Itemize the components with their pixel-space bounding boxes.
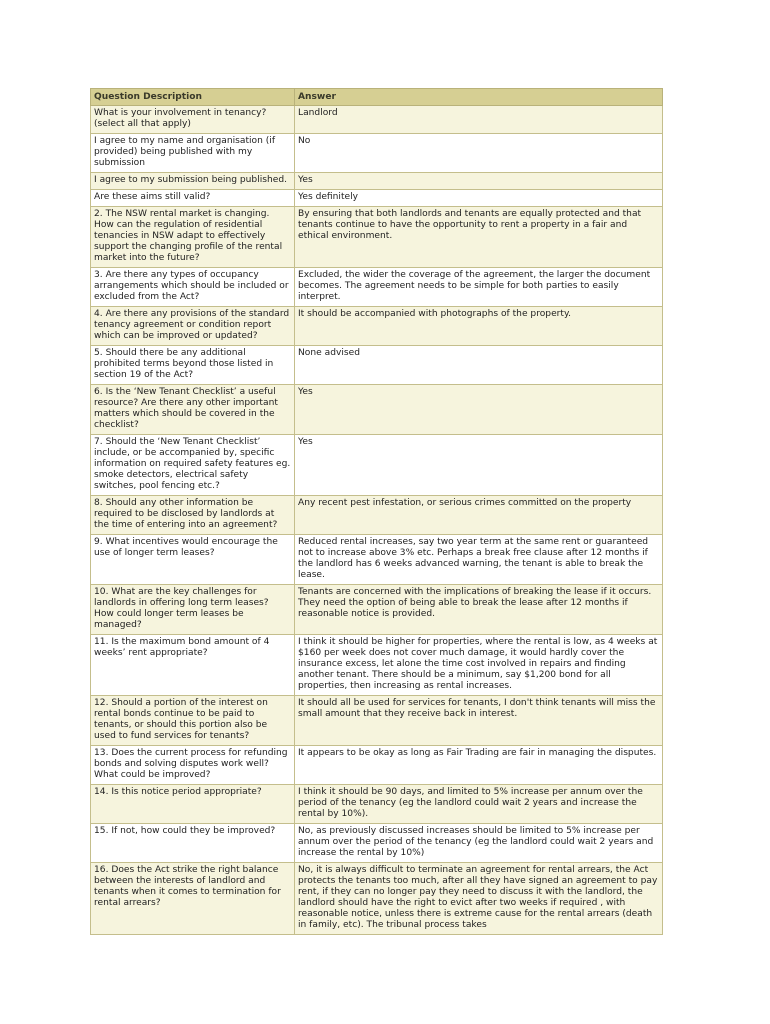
question-cell: What is your involvement in tenancy? (select all that apply): [91, 106, 295, 134]
table-row: [91, 696, 663, 746]
table-row: [91, 268, 663, 307]
table-row: [91, 173, 663, 190]
table-row: [91, 346, 663, 385]
answer-cell: It should all be used for services for tenants, I don't think tenants will miss the small amount that they receive back in interest.: [295, 696, 663, 746]
answer-cell: Yes: [295, 173, 663, 190]
table-row: [91, 585, 663, 635]
table-header-row: [91, 89, 663, 106]
question-cell: 13. Does the current process for refunding bonds and solving disputes work well? What could be improved?: [91, 746, 295, 785]
header-question-description: Question Description: [91, 89, 295, 106]
question-cell: 15. If not, how could they be improved?: [91, 824, 295, 863]
question-cell: I agree to my name and organisation (if provided) being published with my submission: [91, 134, 295, 173]
table-row: [91, 824, 663, 863]
question-cell: 8. Should any other information be required to be disclosed by landlords at the time of entering into an agreement?: [91, 496, 295, 535]
question-cell: 9. What incentives would encourage the use of longer term leases?: [91, 535, 295, 585]
document-page: [90, 88, 662, 935]
table-row: [91, 435, 663, 496]
table-row: [91, 385, 663, 435]
question-cell: 7. Should the ‘New Tenant Checklist’ include, or be accompanied by, specific information on required safety features eg. smoke detectors, electrical safety switches, pool fencing etc.?: [91, 435, 295, 496]
table-row: [91, 635, 663, 696]
answer-cell: None advised: [295, 346, 663, 385]
question-cell: 3. Are there any types of occupancy arrangements which should be included or excluded from the Act?: [91, 268, 295, 307]
question-cell: 4. Are there any provisions of the standard tenancy agreement or condition report which can be improved or updated?: [91, 307, 295, 346]
table-row: [91, 863, 663, 935]
question-cell: 11. Is the maximum bond amount of 4 weeks’ rent appropriate?: [91, 635, 295, 696]
answer-cell: No: [295, 134, 663, 173]
question-cell: 2. The NSW rental market is changing. How can the regulation of residential tenancies in NSW adapt to effectively support the changing profile of the rental market into the future?: [91, 207, 295, 268]
answer-cell: Landlord: [295, 106, 663, 134]
table-row: [91, 207, 663, 268]
answer-cell: By ensuring that both landlords and tenants are equally protected and that tenants continue to have the opportunity to rent a property in a fair and ethical environment.: [295, 207, 663, 268]
answer-cell: It appears to be okay as long as Fair Trading are fair in managing the disputes.: [295, 746, 663, 785]
question-cell: I agree to my submission being published.: [91, 173, 295, 190]
question-cell: Are these aims still valid?: [91, 190, 295, 207]
answer-cell: Excluded, the wider the coverage of the agreement, the larger the document becomes. The agreement needs to be simple for both parties to easily interpret.: [295, 268, 663, 307]
answer-cell: I think it should be 90 days, and limited to 5% increase per annum over the period of the tenancy (eg the landlord could wait 2 years and increase the rental by 10%).: [295, 785, 663, 824]
answer-cell: Reduced rental increases, say two year term at the same rent or guaranteed not to increase above 3% etc. Perhaps a break free clause after 12 months if the landlord has 6 weeks advanced warning, the tenant is able to break the lease.: [295, 535, 663, 585]
answer-cell: It should be accompanied with photographs of the property.: [295, 307, 663, 346]
table-row: [91, 307, 663, 346]
table-row: [91, 785, 663, 824]
table-row: [91, 106, 663, 134]
answer-cell: Yes definitely: [295, 190, 663, 207]
table-row: [91, 134, 663, 173]
question-cell: 5. Should there be any additional prohibited terms beyond those listed in section 19 of the Act?: [91, 346, 295, 385]
table-row: [91, 746, 663, 785]
question-cell: 10. What are the key challenges for landlords in offering long term leases? How could longer term leases be managed?: [91, 585, 295, 635]
questionnaire-table: [90, 88, 663, 935]
answer-cell: Yes: [295, 435, 663, 496]
table-body: [91, 106, 663, 935]
question-cell: 6. Is the ‘New Tenant Checklist’ a useful resource? Are there any other important matters which should be covered in the checklist?: [91, 385, 295, 435]
answer-cell: Yes: [295, 385, 663, 435]
table-row: [91, 496, 663, 535]
answer-cell: Tenants are concerned with the implications of breaking the lease if it occurs. They need the option of being able to break the lease after 12 months if reasonable notice is provided.: [295, 585, 663, 635]
question-cell: 14. Is this notice period appropriate?: [91, 785, 295, 824]
table-row: [91, 190, 663, 207]
question-cell: 16. Does the Act strike the right balance between the interests of landlord and tenants when it comes to termination for rental arrears?: [91, 863, 295, 935]
header-answer: Answer: [295, 89, 663, 106]
question-cell: 12. Should a portion of the interest on rental bonds continue to be paid to tenants, or should this portion also be used to fund services for tenants?: [91, 696, 295, 746]
answer-cell: Any recent pest infestation, or serious crimes committed on the property: [295, 496, 663, 535]
answer-cell: I think it should be higher for properties, where the rental is low, as 4 weeks at $160 per week does not cover much damage, it would hardly cover the insurance excess, let alone the time cost involved in repairs and finding another tenant. There should be a minimum, say $1,200 bond for all properties, then increasing as rental increases.: [295, 635, 663, 696]
answer-cell: No, as previously discussed increases should be limited to 5% increase per annum over the period of the tenancy (eg the landlord could wait 2 years and increase the rental by 10%): [295, 824, 663, 863]
answer-cell: No, it is always difficult to terminate an agreement for rental arrears, the Act protects the tenants too much, after all they have signed an agreement to pay rent, if they can no longer pay they need to discuss it with the landlord, the landlord should have the right to evict after two weeks if required , with reasonable notice, unless there is extreme cause for the rental arrears (death in family, etc). The tribunal process takes: [295, 863, 663, 935]
table-row: [91, 535, 663, 585]
